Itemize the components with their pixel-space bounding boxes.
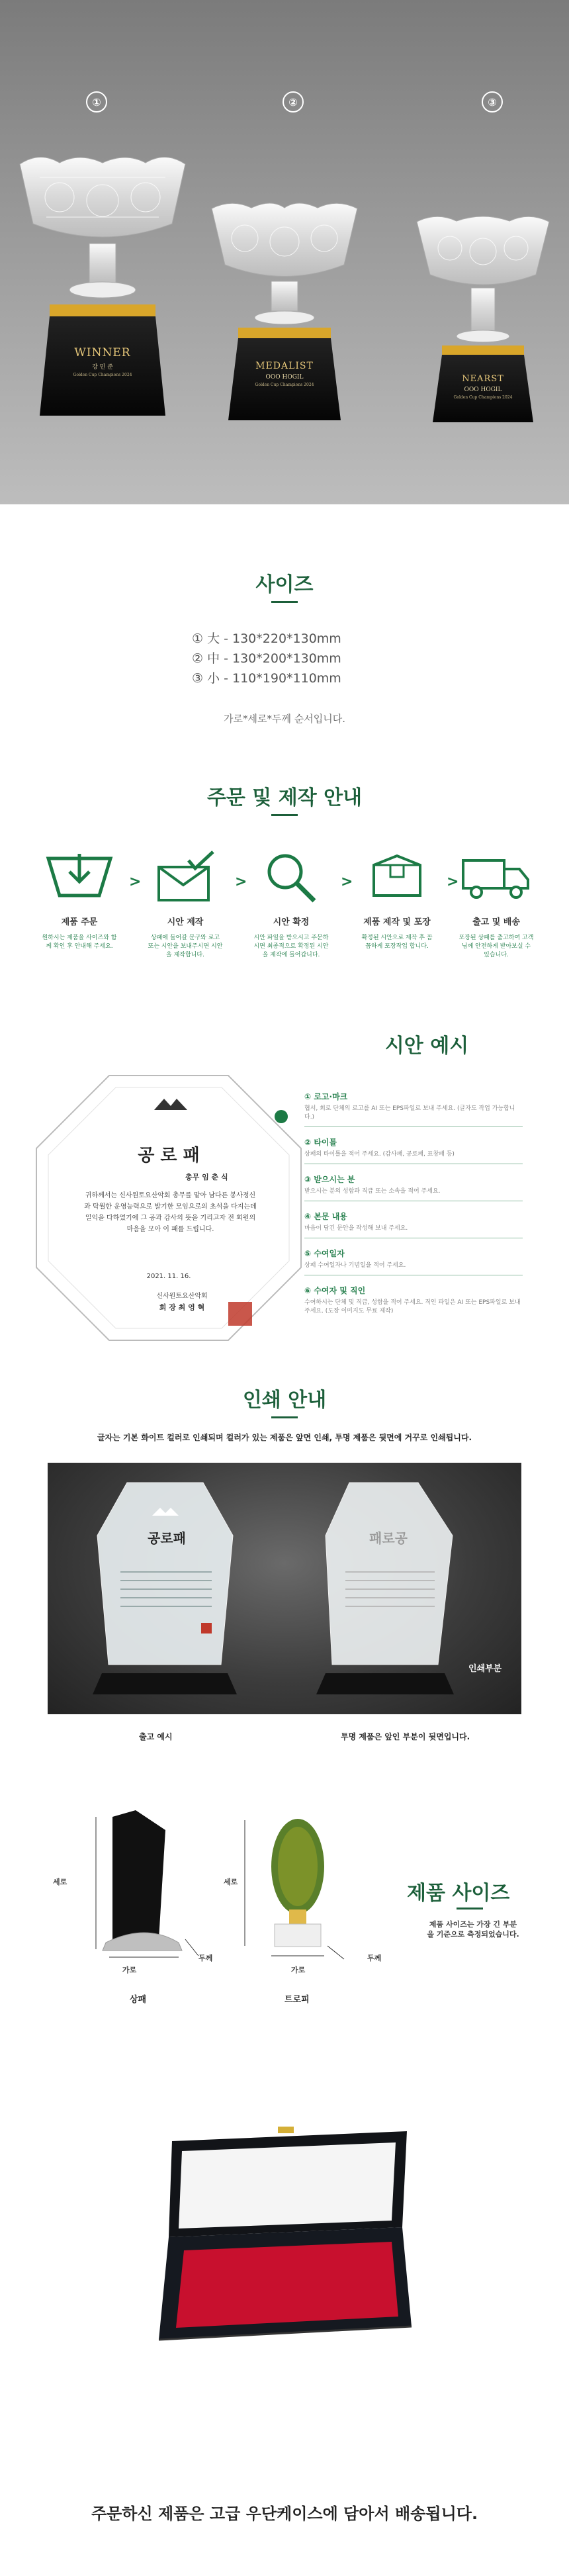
velvet-case-photo (152, 2115, 417, 2379)
draft-item (304, 1211, 523, 1238)
title-underline (271, 814, 298, 816)
plaque-name: OOO HOGIL (464, 387, 502, 393)
draft-guide-list (304, 1091, 523, 1325)
step-order (36, 847, 122, 951)
step-desc: 확정된 시안으로 제작 후 꼼꼼하게 포장작업 합니다. (361, 935, 433, 950)
trophy-medium (205, 199, 364, 430)
dim-depth: 두께 (367, 1954, 382, 1962)
step-label: 출고 및 배송 (472, 917, 520, 927)
plaque-dimension-diagram (66, 1804, 238, 1959)
plaque-body: 귀하께서는 신사원토요산악회 총무를 맡아 남다른 봉사정신과 탁월한 운영능력으로 발기한 모임으로의 초석을 다지는데 일익을 다하였기에 그 공과 감사의 뜻을 기리고자 전 회원의 마음을 모아 이 패를 드립니다. (84, 1192, 257, 1233)
badge-3: ③ (482, 91, 503, 113)
print-example-photo (48, 1463, 521, 1714)
plaque-recipient: 총무 임 춘 식 (185, 1173, 228, 1181)
draft-item (304, 1091, 523, 1127)
badge-1: ① (86, 91, 107, 113)
chevron-right-icon: > (129, 874, 142, 890)
magnifier-icon (248, 847, 334, 907)
draft-item-title: ④ 본문 내용 (304, 1212, 347, 1221)
draft-item (304, 1248, 523, 1275)
draft-item-title: ① 로고·마크 (304, 1092, 348, 1101)
basket-icon (36, 847, 122, 907)
dim-width: 가로 (291, 1966, 306, 1974)
truck-icon (453, 847, 539, 907)
draft-item-desc: 협서, 회로 단체의 로고를 AI 또는 EPS파일로 보내 주세요. (글자도 작업 가능합니다.) (304, 1105, 515, 1121)
dim-depth: 두께 (198, 1954, 213, 1962)
step-ship (453, 847, 539, 960)
plaque-date: 2021. 11. 16. (146, 1273, 191, 1280)
step-produce (354, 847, 440, 951)
draft-item (304, 1136, 523, 1164)
draft-plaque-sample (30, 1069, 308, 1347)
step-label: 제품 주문 (61, 917, 98, 927)
draft-item-desc: 상패의 타이틀을 적어 주세요. (감사패, 공로패, 표창패 등) (304, 1151, 455, 1158)
size-note: 가로*세로*두께 순서입니다. (224, 713, 345, 725)
plaque-name: 강 민 준 (92, 364, 113, 371)
plaque-name: OOO HOGIL (265, 374, 304, 381)
size-item: ② 中 - 130*200*130mm (192, 651, 341, 666)
trophy-plaque-2 (241, 361, 328, 387)
size-item: ① 大 - 130*220*130mm (192, 631, 341, 646)
dim-height: 세로 (53, 1878, 67, 1886)
draft-item-title: ③ 받으시는 분 (304, 1175, 355, 1184)
mirrored-plaque-heading: 패로공 (369, 1530, 408, 1546)
step-draft (142, 847, 228, 960)
plaque-sub: Golden Cup Champions 2024 (453, 395, 513, 400)
product-size-desc: 제품 사이즈는 가장 긴 부분을 기준으로 측정되었습니다. (427, 1920, 519, 1939)
plaque-heading: 공 로 패 (138, 1146, 200, 1166)
step-label: 시안 제작 (167, 917, 204, 927)
step-desc: 시안 파일을 받으시고 주문하시면 최종적으로 확정된 시안을 제작에 들어갑니다. (253, 935, 329, 958)
trophy-small (410, 212, 556, 430)
order-process (36, 847, 539, 993)
step-desc: 원하시는 제품을 사이즈와 함께 확인 후 안내해 주세요. (42, 935, 117, 950)
trophy-dimension-diagram (235, 1817, 387, 1962)
plaque-org: 신사원토요산악회 (156, 1293, 208, 1300)
mail-check-icon (142, 847, 228, 907)
draft-item-desc: 수여하시는 단체 및 직급, 성함을 적어 주세요. 직인 파일은 AI 또는 EPS파일로 보내 주세요. (도장 이미지도 무료 제작) (304, 1299, 521, 1314)
chevron-right-icon: > (235, 874, 247, 890)
draft-item-desc: 받으시는 분의 성함과 직급 또는 소속을 적어 주세요. (304, 1188, 441, 1195)
size-list (192, 629, 404, 688)
draft-item-title: ⑥ 수여자 및 직인 (304, 1286, 366, 1295)
draft-item-desc: 마음이 담긴 문안을 작성해 보내 주세요. (304, 1225, 408, 1232)
caption-trophy: 트로피 (284, 1995, 310, 2005)
size-title: 사이즈 (255, 573, 314, 596)
chevron-right-icon: > (341, 874, 353, 890)
dim-width: 가로 (122, 1966, 137, 1974)
size-item: ③ 小 - 110*190*110mm (192, 671, 341, 686)
print-subtitle: 글자는 기본 화이트 컬러로 인쇄되며 컬러가 있는 제품은 앞면 인쇄, 투명 제품은 뒷면에 거꾸로 인쇄됩니다. (97, 1433, 472, 1442)
caption-transparent: 투명 제품은 앞인 부분이 뒷면입니다. (341, 1732, 470, 1741)
badge-2: ② (283, 91, 304, 113)
plaque-sign: 회 장 최 영 혁 (159, 1303, 205, 1312)
title-underline (271, 601, 298, 603)
draft-title: 시안 예시 (384, 1035, 469, 1058)
caption-example: 출고 예시 (139, 1732, 173, 1741)
draft-item (304, 1173, 523, 1201)
plaque-title: MEDALIST (255, 361, 314, 371)
footer-shipping-note: 주문하신 제품은 고급 우단케이스에 담아서 배송됩니다. (91, 2505, 478, 2523)
step-label: 제품 제작 및 포장 (363, 917, 431, 927)
plaque-sub: Golden Cup Champions 2024 (255, 383, 314, 387)
step-label: 시안 확정 (273, 917, 310, 927)
print-title: 인쇄 안내 (242, 1389, 327, 1412)
step-desc: 포장된 상패를 출고하여 고객님께 안전하게 받아보실 수 있습니다. (459, 935, 534, 958)
example-plaque-heading: 공로패 (148, 1530, 186, 1546)
step-desc: 상패에 들어갈 문구와 로고 또는 시안을 보내주시면 시안을 제작합니다. (148, 935, 223, 958)
print-side-label: 인쇄부분 (468, 1664, 502, 1674)
draft-item (304, 1285, 523, 1316)
draft-item-title: ② 타이틀 (304, 1138, 337, 1147)
plaque-sub: Golden Cup Champions 2024 (73, 373, 132, 377)
step-confirm (248, 847, 334, 960)
caption-plaque: 상패 (130, 1995, 147, 2005)
draft-item-desc: 상패 수여일자나 기념일을 적어 주세요. (304, 1262, 406, 1269)
plaque-title: WINNER (74, 346, 131, 359)
dim-height: 세로 (224, 1878, 238, 1886)
trophy-large (13, 151, 192, 429)
title-underline (457, 1908, 483, 1909)
draft-item-title: ⑤ 수여일자 (304, 1249, 345, 1258)
chevron-right-icon: > (447, 874, 459, 890)
product-size-title: 제품 사이즈 (407, 1882, 510, 1905)
trophy-hero-photo (0, 0, 569, 504)
trophy-plaque-3 (442, 374, 524, 400)
plaque-title: NEARST (462, 374, 504, 384)
box-icon (354, 847, 440, 907)
order-title: 주문 및 제작 안내 (206, 786, 363, 809)
title-underline (271, 1416, 298, 1418)
trophy-plaque-1 (53, 346, 152, 377)
